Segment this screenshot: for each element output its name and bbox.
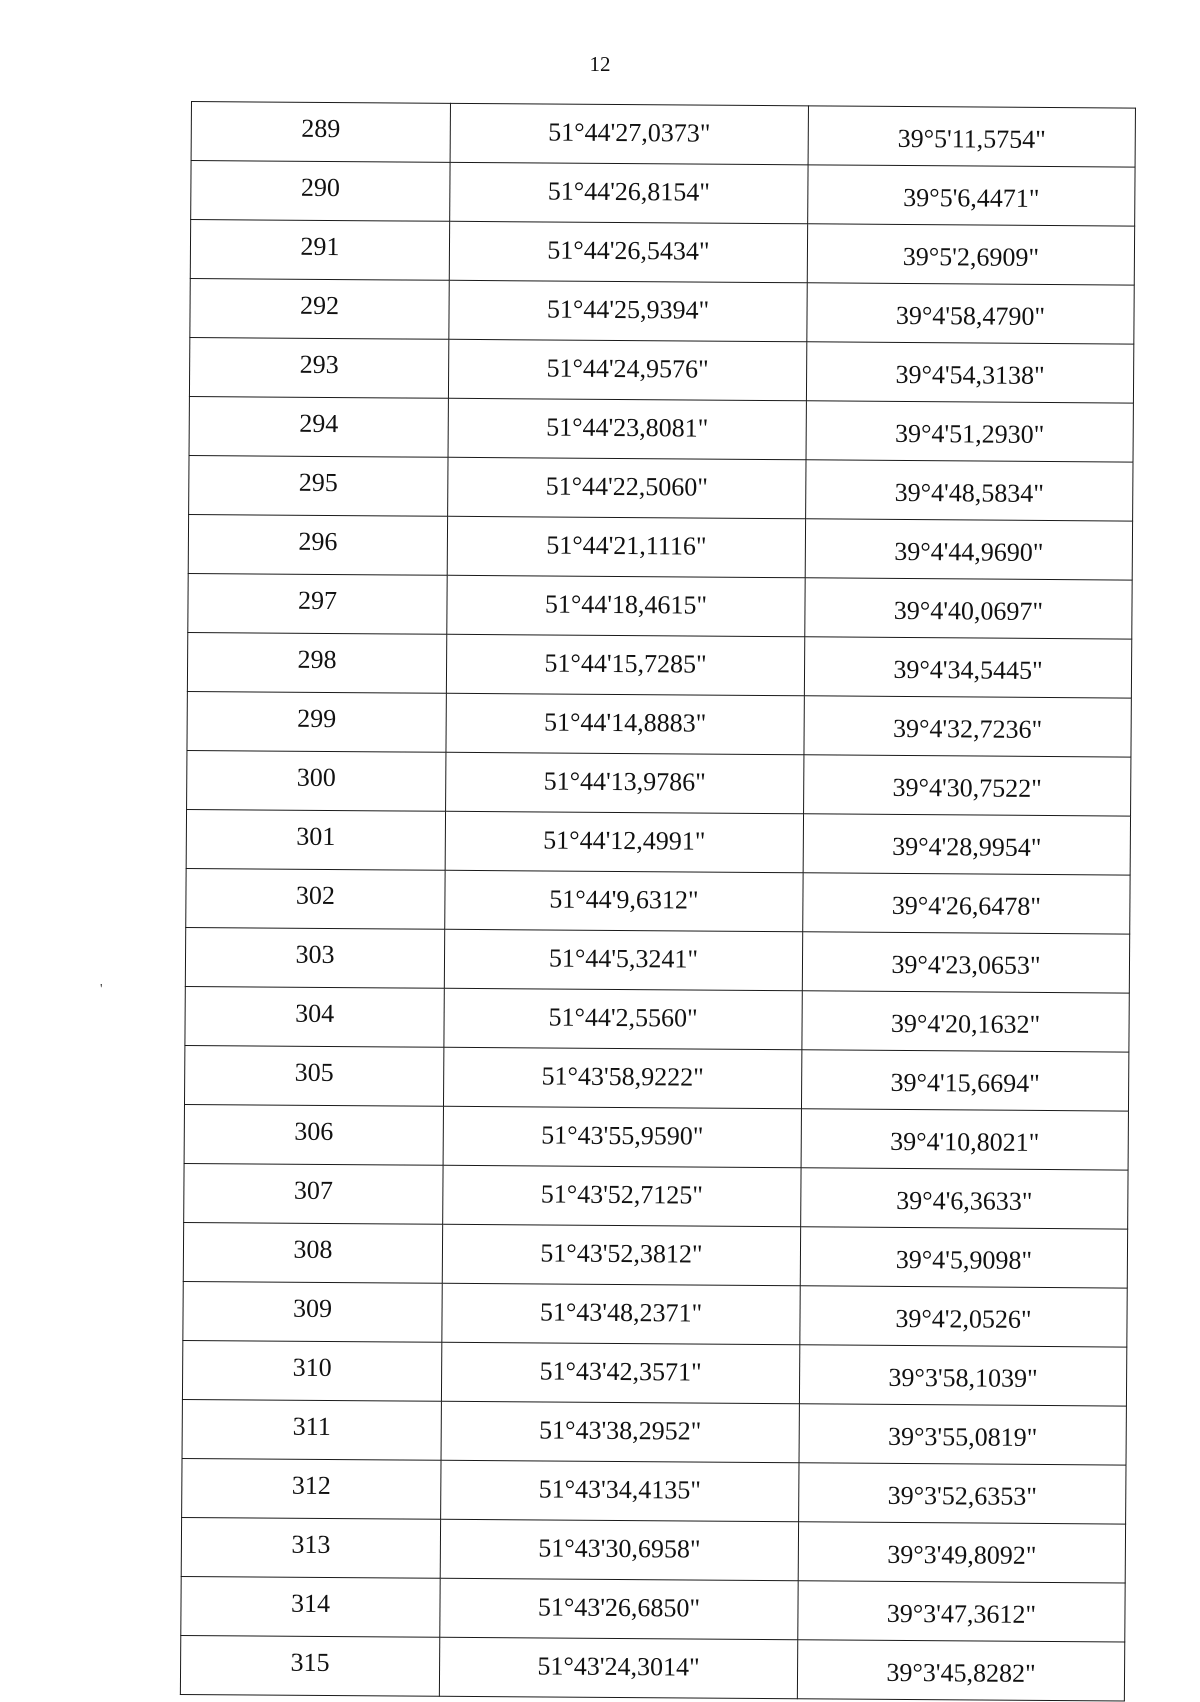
point-number-cell: 313: [181, 1517, 440, 1578]
point-number-cell: 305: [184, 1045, 443, 1106]
latitude-cell: 51°43'42,3571": [441, 1342, 799, 1403]
table-row: [184, 1104, 1128, 1170]
table-row: [191, 161, 1135, 227]
coordinates-table-body: [180, 102, 1135, 1702]
latitude-cell: 51°44'13,9786": [446, 752, 804, 813]
longitude-cell: 39°3'55,0819": [799, 1404, 1126, 1465]
latitude-cell: 51°44'18,4615": [447, 575, 805, 636]
point-number-cell: 309: [183, 1281, 442, 1342]
point-number-cell: 307: [184, 1163, 443, 1224]
point-number-cell: 315: [180, 1635, 439, 1696]
longitude-cell: 39°4'32,7236": [804, 696, 1131, 757]
table-row: [182, 1399, 1126, 1465]
longitude-cell: 39°5'2,6909": [807, 224, 1134, 285]
longitude-cell: 39°4'10,8021": [801, 1109, 1128, 1170]
point-number-cell: 302: [186, 868, 445, 929]
latitude-cell: 51°43'52,7125": [443, 1165, 801, 1226]
longitude-cell: 39°4'15,6694": [801, 1050, 1128, 1111]
longitude-cell: 39°4'54,3138": [806, 342, 1133, 403]
latitude-cell: 51°44'21,1116": [447, 516, 805, 577]
table-row: [189, 455, 1133, 521]
table-row: [190, 220, 1134, 286]
table-row: [183, 1281, 1127, 1347]
table-row: [188, 514, 1132, 580]
longitude-cell: 39°4'5,9098": [800, 1227, 1127, 1288]
coordinates-table-container: [180, 101, 1135, 1702]
point-number-cell: 289: [191, 102, 450, 163]
point-number-cell: 303: [185, 927, 444, 988]
latitude-cell: 51°44'14,8883": [446, 693, 804, 754]
table-row: [184, 1045, 1128, 1111]
longitude-cell: 39°3'52,6353": [799, 1463, 1126, 1524]
longitude-cell: 39°4'44,9690": [805, 519, 1132, 580]
point-number-cell: 304: [185, 986, 444, 1047]
longitude-cell: 39°5'6,4471": [808, 165, 1135, 226]
latitude-cell: 51°43'24,3014": [439, 1637, 797, 1698]
table-row: [185, 927, 1129, 993]
table-row: [181, 1517, 1125, 1583]
latitude-cell: 51°44'9,6312": [445, 870, 803, 931]
point-number-cell: 314: [181, 1576, 440, 1637]
latitude-cell: 51°43'48,2371": [442, 1283, 800, 1344]
longitude-cell: 39°4'23,0653": [802, 932, 1129, 993]
latitude-cell: 51°44'27,0373": [450, 103, 808, 164]
table-row: [191, 102, 1135, 168]
latitude-cell: 51°44'26,5434": [449, 221, 807, 282]
table-row: [190, 278, 1134, 344]
longitude-cell: 39°4'58,4790": [807, 283, 1134, 344]
table-row: [182, 1340, 1126, 1406]
longitude-cell: 39°4'30,7522": [804, 755, 1131, 816]
point-number-cell: 295: [189, 455, 448, 516]
point-number-cell: 312: [182, 1458, 441, 1519]
stray-mark: ': [100, 982, 103, 997]
longitude-cell: 39°4'26,6478": [803, 873, 1130, 934]
latitude-cell: 51°43'34,4135": [441, 1460, 799, 1521]
table-row: [183, 1222, 1127, 1288]
latitude-cell: 51°44'5,3241": [444, 929, 802, 990]
point-number-cell: 300: [187, 750, 446, 811]
point-number-cell: 297: [188, 573, 447, 634]
table-row: [186, 868, 1130, 934]
table-row: [182, 1458, 1126, 1524]
latitude-cell: 51°43'55,9590": [443, 1106, 801, 1167]
point-number-cell: 290: [191, 161, 450, 222]
latitude-cell: 51°44'26,8154": [450, 162, 808, 223]
longitude-cell: 39°4'51,2930": [806, 401, 1133, 462]
point-number-cell: 306: [184, 1104, 443, 1165]
longitude-cell: 39°4'40,0697": [805, 578, 1132, 639]
longitude-cell: 39°4'6,3633": [801, 1168, 1128, 1229]
point-number-cell: 311: [182, 1399, 441, 1460]
latitude-cell: 51°44'15,7285": [446, 634, 804, 695]
page-number: 12: [589, 52, 611, 76]
point-number-cell: 292: [190, 278, 449, 339]
latitude-cell: 51°44'23,8081": [448, 398, 806, 459]
table-row: [186, 809, 1130, 875]
longitude-cell: 39°4'48,5834": [806, 460, 1133, 521]
latitude-cell: 51°44'24,9576": [448, 339, 806, 400]
longitude-cell: 39°3'45,8282": [797, 1640, 1124, 1701]
longitude-cell: 39°5'11,5754": [808, 106, 1135, 167]
latitude-cell: 51°43'52,3812": [442, 1224, 800, 1285]
table-row: [189, 337, 1133, 403]
coordinates-table: [180, 101, 1136, 1702]
longitude-cell: 39°4'20,1632": [802, 991, 1129, 1052]
point-number-cell: 298: [187, 632, 446, 693]
latitude-cell: 51°43'26,6850": [440, 1578, 798, 1639]
table-row: [187, 632, 1131, 698]
latitude-cell: 51°44'12,4991": [445, 811, 803, 872]
latitude-cell: 51°44'2,5560": [444, 988, 802, 1049]
longitude-cell: 39°4'34,5445": [804, 637, 1131, 698]
latitude-cell: 51°44'25,9394": [449, 280, 807, 341]
longitude-cell: 39°4'28,9954": [803, 814, 1130, 875]
point-number-cell: 291: [190, 220, 449, 281]
table-row: [187, 750, 1131, 816]
point-number-cell: 294: [189, 396, 448, 457]
point-number-cell: 296: [188, 514, 447, 575]
longitude-cell: 39°3'49,8092": [798, 1522, 1125, 1583]
latitude-cell: 51°43'58,9222": [443, 1047, 801, 1108]
table-row: [187, 691, 1131, 757]
table-row: [184, 1163, 1128, 1229]
table-row: [181, 1576, 1125, 1642]
point-number-cell: 301: [186, 809, 445, 870]
latitude-cell: 51°43'38,2952": [441, 1401, 799, 1462]
point-number-cell: 310: [182, 1340, 441, 1401]
longitude-cell: 39°3'47,3612": [798, 1581, 1125, 1642]
latitude-cell: 51°44'22,5060": [448, 457, 806, 518]
latitude-cell: 51°43'30,6958": [440, 1519, 798, 1580]
point-number-cell: 308: [183, 1222, 442, 1283]
table-row: [189, 396, 1133, 462]
longitude-cell: 39°3'58,1039": [799, 1345, 1126, 1406]
point-number-cell: 299: [187, 691, 446, 752]
table-row: [180, 1635, 1124, 1701]
longitude-cell: 39°4'2,0526": [800, 1286, 1127, 1347]
table-row: [188, 573, 1132, 639]
table-row: [185, 986, 1129, 1052]
point-number-cell: 293: [189, 337, 448, 398]
